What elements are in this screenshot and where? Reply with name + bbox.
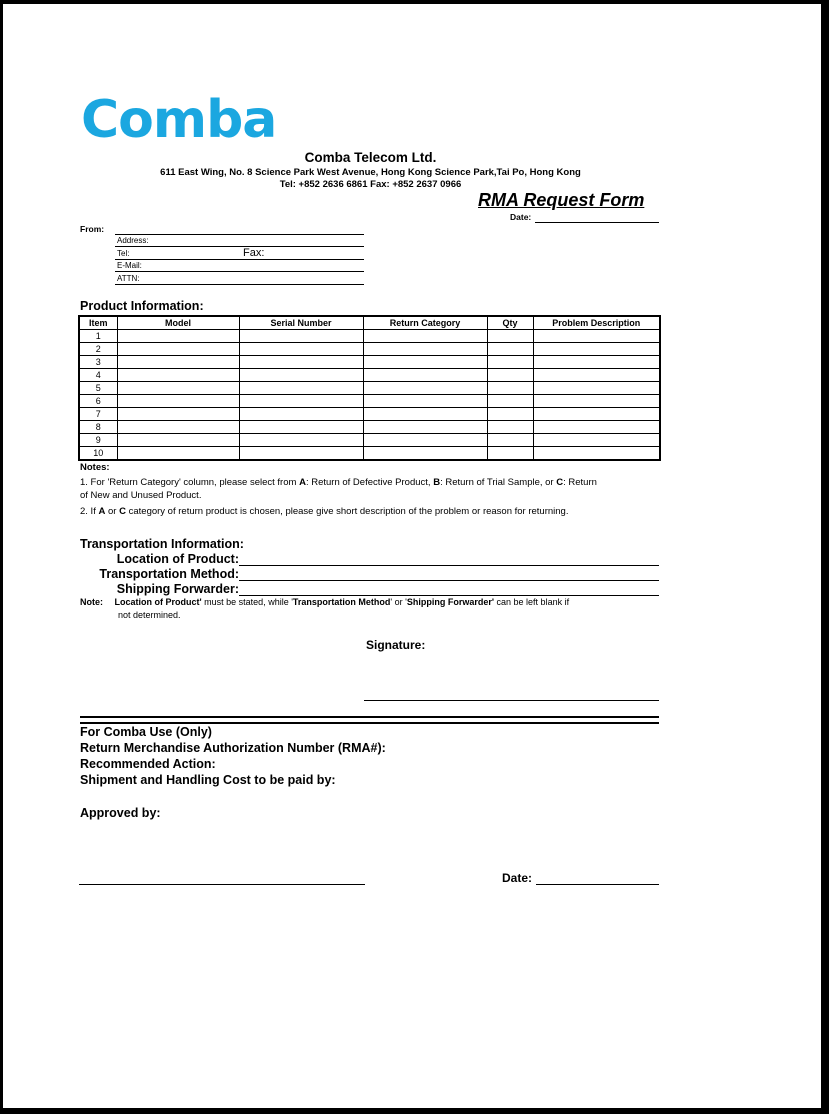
col-header-qty: Qty xyxy=(487,316,533,330)
approved-by-line[interactable] xyxy=(79,884,365,885)
serial-cell[interactable] xyxy=(239,330,363,343)
model-cell[interactable] xyxy=(117,395,239,408)
category-cell[interactable] xyxy=(363,434,487,447)
form-title: RMA Request Form xyxy=(478,190,645,210)
category-cell[interactable] xyxy=(363,330,487,343)
note-1-text-b: : Return of Defective Product, xyxy=(305,477,434,488)
item-number: 10 xyxy=(79,447,117,461)
transport-note-b2: Transportation Method xyxy=(292,597,391,607)
item-number: 9 xyxy=(79,434,117,447)
model-cell[interactable] xyxy=(117,434,239,447)
address-label: Address: xyxy=(117,236,149,245)
model-cell[interactable] xyxy=(117,330,239,343)
qty-cell[interactable] xyxy=(487,343,533,356)
date-label-top: Date: xyxy=(510,212,532,222)
serial-cell[interactable] xyxy=(239,421,363,434)
qty-cell[interactable] xyxy=(487,447,533,461)
item-number: 1 xyxy=(79,330,117,343)
table-row xyxy=(79,421,660,434)
signature-line[interactable] xyxy=(364,700,659,701)
transport-note-t2: ' or ' xyxy=(390,597,407,607)
note-1 xyxy=(80,476,660,502)
shipping-forwarder-label: Shipping Forwarder: xyxy=(116,582,239,596)
category-cell[interactable] xyxy=(363,356,487,369)
attn-line[interactable] xyxy=(115,284,364,285)
qty-cell[interactable] xyxy=(487,421,533,434)
company-name: Comba Telecom Ltd. xyxy=(304,150,437,165)
item-number: 8 xyxy=(79,421,117,434)
model-cell[interactable] xyxy=(117,408,239,421)
serial-cell[interactable] xyxy=(239,356,363,369)
note-2-cat-a: A xyxy=(98,506,106,517)
note-2-text-a: 2. If xyxy=(80,506,99,517)
table-row xyxy=(79,434,660,447)
table-row xyxy=(79,330,660,343)
email-line[interactable] xyxy=(115,271,364,272)
problem-cell[interactable] xyxy=(533,330,660,343)
transport-note-b3: Shipping Forwarder' xyxy=(406,597,495,607)
product-info-heading: Product Information: xyxy=(80,299,204,313)
transportation-method-label: Transportation Method: xyxy=(99,567,239,581)
attn-label: ATTN: xyxy=(117,274,140,283)
note-2-text-rest: category of return product is chosen, please give short description of the problem or reason for returning. xyxy=(125,506,569,517)
model-cell[interactable] xyxy=(117,447,239,461)
note-1-text-c: : Return of Trial Sample, or xyxy=(440,477,557,488)
transport-note-b1: Location of Product' xyxy=(114,597,202,607)
category-cell[interactable] xyxy=(363,343,487,356)
date-line-top[interactable] xyxy=(535,222,659,223)
rma-form-page xyxy=(3,4,821,1108)
col-header-return-category: Return Category xyxy=(363,316,487,330)
category-cell[interactable] xyxy=(363,382,487,395)
comba-use-heading: For Comba Use (Only) xyxy=(80,725,212,739)
section-divider-bottom xyxy=(80,722,659,724)
category-cell[interactable] xyxy=(363,447,487,461)
comba-logo: Comba xyxy=(81,90,277,150)
problem-cell[interactable] xyxy=(533,395,660,408)
serial-cell[interactable] xyxy=(239,447,363,461)
problem-cell[interactable] xyxy=(533,421,660,434)
transport-note-line-2: not determined. xyxy=(118,610,181,620)
table-row xyxy=(79,356,660,369)
tel-line[interactable] xyxy=(115,259,364,260)
note-2 xyxy=(80,505,660,518)
category-cell[interactable] xyxy=(363,369,487,382)
date-line-bottom[interactable] xyxy=(536,884,659,885)
item-number: 5 xyxy=(79,382,117,395)
col-header-serial-number: Serial Number xyxy=(239,316,363,330)
col-header-model: Model xyxy=(117,316,239,330)
company-address: 611 East Wing, No. 8 Science Park West Avenue, Hong Kong Science Park,Tai Po, Hong Kong xyxy=(160,167,581,178)
model-cell[interactable] xyxy=(117,369,239,382)
from-line[interactable] xyxy=(115,234,364,235)
note-1-cat-a: A xyxy=(299,477,306,488)
item-number: 6 xyxy=(79,395,117,408)
signature-label: Signature: xyxy=(366,638,426,652)
qty-cell[interactable] xyxy=(487,330,533,343)
transport-note-label: Note: xyxy=(80,597,103,607)
table-row xyxy=(79,395,660,408)
item-number: 2 xyxy=(79,343,117,356)
table-row xyxy=(79,343,660,356)
qty-cell[interactable] xyxy=(487,382,533,395)
approved-by-label: Approved by: xyxy=(80,806,161,820)
category-cell[interactable] xyxy=(363,408,487,421)
table-header-row xyxy=(79,316,660,330)
notes-heading: Notes: xyxy=(80,462,110,473)
model-cell[interactable] xyxy=(117,356,239,369)
serial-cell[interactable] xyxy=(239,408,363,421)
qty-cell[interactable] xyxy=(487,408,533,421)
problem-cell[interactable] xyxy=(533,382,660,395)
cost-paid-by-label: Shipment and Handling Cost to be paid by: xyxy=(80,773,336,787)
serial-cell[interactable] xyxy=(239,382,363,395)
item-number: 3 xyxy=(79,356,117,369)
location-of-product-line[interactable] xyxy=(239,565,659,566)
transport-note-t1: must be stated, while ' xyxy=(201,597,293,607)
date-label-bottom: Date: xyxy=(502,871,533,885)
serial-cell[interactable] xyxy=(239,369,363,382)
model-cell[interactable] xyxy=(117,382,239,395)
problem-cell[interactable] xyxy=(533,408,660,421)
tel-label: Tel: xyxy=(117,249,130,258)
problem-cell[interactable] xyxy=(533,369,660,382)
transport-info-heading: Transportation Information: xyxy=(80,537,244,551)
address-line[interactable] xyxy=(115,246,364,247)
note-1-cat-b: B xyxy=(433,477,441,488)
company-tel-fax: Tel: +852 2636 6861 Fax: +852 2637 0966 xyxy=(279,179,462,190)
problem-cell[interactable] xyxy=(533,343,660,356)
item-number: 4 xyxy=(79,369,117,382)
product-table xyxy=(78,315,661,461)
transportation-method-line[interactable] xyxy=(239,580,659,581)
transport-note xyxy=(80,596,670,609)
category-cell[interactable] xyxy=(363,395,487,408)
category-cell[interactable] xyxy=(363,421,487,434)
problem-cell[interactable] xyxy=(533,434,660,447)
recommended-action-label: Recommended Action: xyxy=(80,757,216,771)
transport-note-t3: can be left blank if xyxy=(494,597,570,607)
section-divider-top xyxy=(80,716,659,718)
col-header-item: Item xyxy=(79,316,117,330)
qty-cell[interactable] xyxy=(487,356,533,369)
note-1-text-d: : Return xyxy=(563,477,597,488)
fax-label: Fax: xyxy=(243,247,265,259)
rma-number-label: Return Merchandise Authorization Number (RMA#): xyxy=(80,741,386,755)
model-cell[interactable] xyxy=(117,421,239,434)
problem-cell[interactable] xyxy=(533,356,660,369)
item-number: 7 xyxy=(79,408,117,421)
note-1-text-a: 1. For 'Return Category' column, please select from xyxy=(80,477,300,488)
serial-cell[interactable] xyxy=(239,434,363,447)
note-1-line-2: of New and Unused Product. xyxy=(80,490,202,501)
note-2-text-or: or xyxy=(105,506,120,517)
note-2-cat-c: C xyxy=(119,506,126,517)
problem-cell[interactable] xyxy=(533,447,660,461)
qty-cell[interactable] xyxy=(487,434,533,447)
serial-cell[interactable] xyxy=(239,343,363,356)
qty-cell[interactable] xyxy=(487,395,533,408)
qty-cell[interactable] xyxy=(487,369,533,382)
col-header-problem-description: Problem Description xyxy=(533,316,660,330)
serial-cell[interactable] xyxy=(239,395,363,408)
table-row xyxy=(79,408,660,421)
from-label: From: xyxy=(80,224,105,234)
table-row xyxy=(79,382,660,395)
model-cell[interactable] xyxy=(117,343,239,356)
note-1-cat-c: C xyxy=(556,477,564,488)
location-of-product-label: Location of Product: xyxy=(116,552,239,566)
table-row xyxy=(79,447,660,461)
table-row xyxy=(79,369,660,382)
email-label: E-Mail: xyxy=(117,261,142,270)
